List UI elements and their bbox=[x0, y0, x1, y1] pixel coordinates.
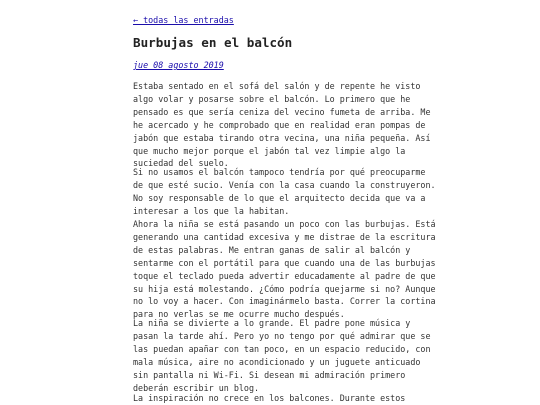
paragraph-line: toque el teclado pueda advertir educadamente al padre de que bbox=[133, 270, 436, 281]
post-paragraph-5 bbox=[133, 392, 423, 405]
back-to-all-entries-link[interactable]: ← todas las entradas bbox=[133, 15, 234, 25]
post-paragraph-3 bbox=[133, 218, 436, 321]
paragraph-line: sin pantalla ni Wi-Fi. Si desean mi admiración primero bbox=[133, 369, 406, 380]
paragraph-line: pensado es que sería ceniza del vecino fumeta de arriba. Me bbox=[133, 106, 431, 117]
paragraph-line: interesar a los que la habitan. bbox=[133, 205, 290, 216]
paragraph-line: para no verlas se me ocurre mucho después. bbox=[133, 309, 345, 320]
paragraph-line: generando una cantidad excesiva y me distrae de la escritura bbox=[133, 231, 436, 242]
paragraph-line: sentarme con el portátil para que cuando una de las burbujas bbox=[133, 257, 436, 268]
paragraph-line: deberán escribir un blog. bbox=[133, 382, 260, 393]
paragraph-line: he acercado y he comprobado que en realidad eran pompas de bbox=[133, 119, 426, 130]
paragraph-line: de estas palabras. Me entran ganas de salir al balcón y bbox=[133, 244, 411, 255]
paragraph-line: La niña se divierte a lo grande. El padre pone música y bbox=[133, 318, 411, 328]
paragraph-line: Ahora la niña se está pasando un poco con las burbujas. Está bbox=[133, 219, 436, 229]
paragraph-line: mala música, aire no acondicionado y un juguete anticuado bbox=[133, 356, 421, 367]
post-paragraph-2 bbox=[133, 166, 436, 218]
paragraph-line: las puedan apañar con tan poco, en un espacio reducido, con bbox=[133, 343, 431, 354]
paragraph-line: Si no usamos el balcón tampoco tendría por qué preocuparme bbox=[133, 167, 426, 177]
paragraph-line: de que esté sucio. Venía con la casa cuando la construyeron. bbox=[133, 179, 436, 190]
paragraph-line: jabón que estaba tirando otra vecina, una niña pequeña. Así bbox=[133, 132, 431, 143]
paragraph-line: que mucho mejor porque el jabón tal vez limpie algo la bbox=[133, 145, 406, 156]
paragraph-line: pasan la tarde ahí. Pero yo no tengo por qué admirar que se bbox=[133, 330, 431, 341]
paragraph-line: No soy responsable de lo que el arquitecto decida que va a bbox=[133, 192, 426, 203]
paragraph-line: algo volar y posarse sobre el balcón. Lo primero que he bbox=[133, 93, 411, 104]
post-title: Burbujas en el balcón bbox=[133, 35, 293, 50]
paragraph-line: no lo voy a hacer. Con imaginármelo basta. Correr la cortina bbox=[133, 296, 436, 307]
paragraph-line: La inspiración no crece en los balcones. Durante estos bbox=[133, 393, 406, 403]
paragraph-line: su hija está molestando. ¿Cómo podría quejarme si no? Aunque bbox=[133, 283, 436, 294]
post-paragraph-4 bbox=[133, 317, 431, 394]
paragraph-line: Estaba sentado en el sofá del salón y de repente he visto bbox=[133, 81, 421, 91]
post-paragraph-1 bbox=[133, 80, 431, 170]
post-date-link[interactable]: jue 08 agosto 2019 bbox=[133, 60, 224, 70]
paragraph-line: suciedad del suelo. bbox=[133, 158, 229, 169]
